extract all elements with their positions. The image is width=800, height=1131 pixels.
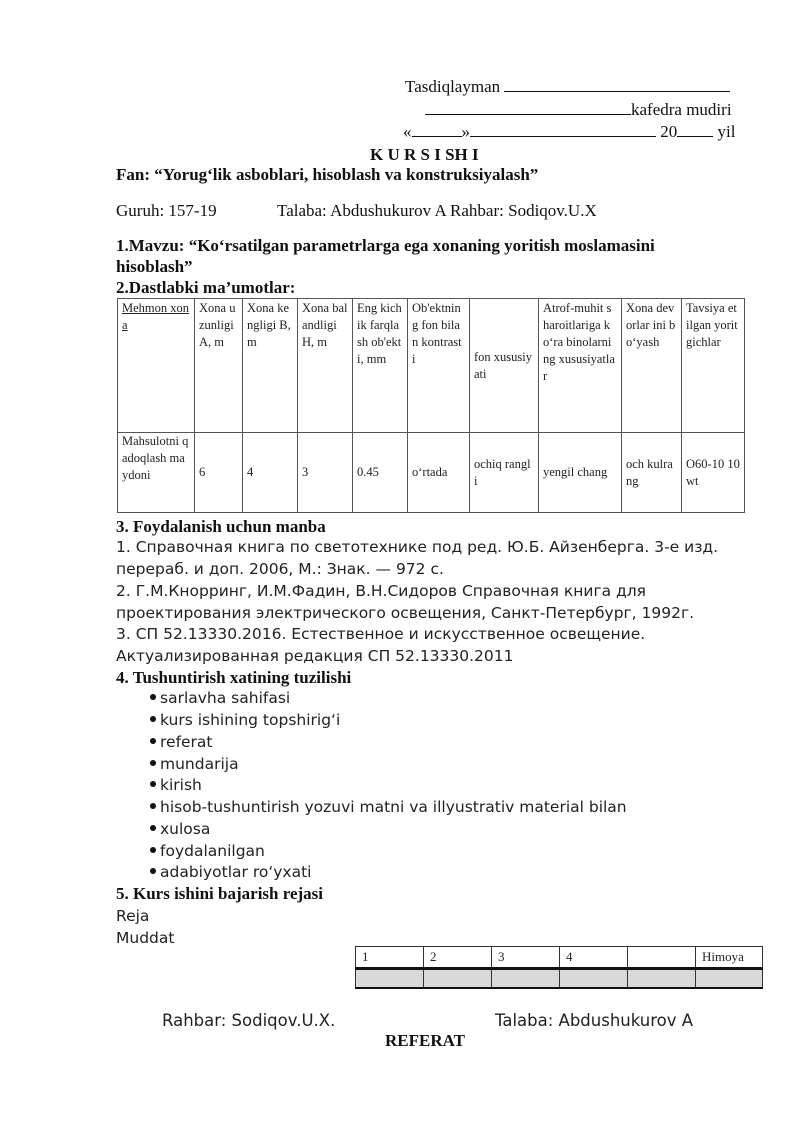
list-item xyxy=(150,863,312,881)
header-cell: Ob'ektning fon bilan kontrasti xyxy=(408,299,470,433)
year-prefix: 20 xyxy=(660,122,678,141)
plan-cell: 4 xyxy=(560,947,628,969)
approval-line xyxy=(405,77,730,97)
plan-deadline-row xyxy=(356,969,763,989)
list-item xyxy=(150,689,290,707)
list-item-label: mundarija xyxy=(160,755,239,773)
data-cell: O60-10 10 wt xyxy=(682,433,745,513)
day-line xyxy=(412,122,462,137)
plan-heading: 5. Kurs ishini bajarish rejasi xyxy=(116,884,324,903)
sources-heading: 3. Foydalanish uchun manba xyxy=(116,517,326,536)
plan-cell xyxy=(560,969,628,989)
bullet-icon xyxy=(150,694,156,700)
data-cell: o‘rtada xyxy=(408,433,470,513)
document-title: K U R S I SH I xyxy=(370,145,479,164)
bullet-icon xyxy=(150,716,156,722)
reja-label: Reja xyxy=(116,907,150,925)
data-cell: 0.45 xyxy=(353,433,408,513)
name-line xyxy=(425,100,631,115)
data-cell: 6 xyxy=(195,433,243,513)
list-item-label: referat xyxy=(160,733,213,751)
header-cell: Xona uzunligi A, m xyxy=(195,299,243,433)
list-item xyxy=(150,820,210,838)
bullet-icon xyxy=(150,803,156,809)
parameters-table xyxy=(117,298,745,513)
student-advisor-label: Talaba: Abdushukurov A Rahbar: Sodiqov.U.X xyxy=(277,201,597,220)
topic-line-2: hisoblash” xyxy=(116,257,193,276)
list-item-label: hisob-tushuntirish yozuvi matni va illyustrativ material bilan xyxy=(160,798,627,816)
year-line xyxy=(677,122,713,137)
list-item xyxy=(150,798,627,816)
plan-cell xyxy=(492,969,560,989)
student-signature: Talaba: Abdushukurov A xyxy=(495,1011,694,1030)
data-cell: Mahsulotni qadoqlash maydoni xyxy=(118,433,195,513)
header-cell: Mehmon xona xyxy=(118,299,195,433)
plan-cell: 1 xyxy=(356,947,424,969)
header-cell: Tavsiya etilgan yoritgichlar xyxy=(682,299,745,433)
plan-cell xyxy=(424,969,492,989)
signature-line xyxy=(504,77,730,92)
header-cell: fon xususiyati xyxy=(470,299,539,433)
plan-header-row xyxy=(356,947,763,969)
header-cell: Xona balandligi H, m xyxy=(298,299,353,433)
source-line: перераб. и доп. 2006, М.: Знак. — 972 с. xyxy=(116,560,444,578)
source-line: проектирования электрического освещения, Санкт-Петербург, 1992г. xyxy=(116,604,695,622)
month-line xyxy=(470,122,656,137)
plan-cell xyxy=(628,969,696,989)
list-item-label: foydalanilgan xyxy=(160,842,265,860)
bullet-icon xyxy=(150,781,156,787)
year-suffix: yil xyxy=(717,122,736,141)
bullet-icon xyxy=(150,760,156,766)
source-line: 2. Г.М.Кнорринг, И.М.Фадин, В.Н.Сидоров Справочная книга для xyxy=(116,582,647,600)
list-item-label: adabiyotlar ro‘yxati xyxy=(160,863,312,881)
bullet-icon xyxy=(150,847,156,853)
date-line xyxy=(403,122,735,142)
dept-head-label: kafedra mudiri xyxy=(631,100,732,119)
referat-title: REFERAT xyxy=(385,1031,465,1050)
list-item-label: xulosa xyxy=(160,820,211,838)
bullet-icon xyxy=(150,868,156,874)
plan-cell: 2 xyxy=(424,947,492,969)
header-cell: Xona devorlar ini bo‘yash xyxy=(622,299,682,433)
header-cell: Xona kengligi B, m xyxy=(243,299,298,433)
structure-heading: 4. Tushuntirish xatining tuzilishi xyxy=(116,668,352,687)
data-cell: 4 xyxy=(243,433,298,513)
list-item xyxy=(150,733,213,751)
source-line: Актуализированная редакция СП 52.13330.2011 xyxy=(116,647,514,665)
data-cell: yengil chang xyxy=(539,433,622,513)
list-item xyxy=(150,755,239,773)
plan-cell: 3 xyxy=(492,947,560,969)
date-close-quote: » xyxy=(461,122,470,141)
group-label: Guruh: 157-19 xyxy=(116,201,217,220)
list-item-label: kirish xyxy=(160,776,202,794)
table-row xyxy=(118,433,745,513)
header-cell: Eng kichik farqlash ob'ekti, mm xyxy=(353,299,408,433)
plan-cell xyxy=(628,947,696,969)
subject-line: Fan: “Yorug‘lik asboblari, hisoblash va konstruksiyalash” xyxy=(116,165,539,184)
plan-cell: Himoya xyxy=(696,947,763,969)
bullet-icon xyxy=(150,825,156,831)
list-item xyxy=(150,776,202,794)
advisor-signature: Rahbar: Sodiqov.U.X. xyxy=(162,1011,336,1030)
source-line: 3. СП 52.13330.2016. Естественное и искусственное освещение. xyxy=(116,625,646,643)
table-header-row xyxy=(118,299,745,433)
bullet-icon xyxy=(150,738,156,744)
approve-label: Tasdiqlayman xyxy=(405,77,501,96)
list-item-label: kurs ishining topshirig‘i xyxy=(160,711,341,729)
list-item-label: sarlavha sahifasi xyxy=(160,689,291,707)
header-cell: Atrof-muhit sharoitlariga ko‘ra binolarning xususiyatlar xyxy=(539,299,622,433)
list-item xyxy=(150,711,340,729)
plan-cell xyxy=(696,969,763,989)
plan-table xyxy=(355,946,763,989)
initial-data-heading: 2.Dastlabki ma’umotlar: xyxy=(116,278,296,297)
data-cell: 3 xyxy=(298,433,353,513)
data-cell: och kulrang xyxy=(622,433,682,513)
data-cell: ochiq rangli xyxy=(470,433,539,513)
dept-head-line xyxy=(425,100,732,120)
list-item xyxy=(150,842,265,860)
plan-cell xyxy=(356,969,424,989)
muddat-label: Muddat xyxy=(116,929,175,947)
topic-line-1: 1.Mavzu: “Ko‘rsatilgan parametrlarga ega xonaning yoritish moslamasini xyxy=(116,236,655,255)
source-line: 1. Справочная книга по светотехнике под ред. Ю.Б. Айзенберга. 3-е изд. xyxy=(116,538,719,556)
date-open-quote: « xyxy=(403,122,412,141)
